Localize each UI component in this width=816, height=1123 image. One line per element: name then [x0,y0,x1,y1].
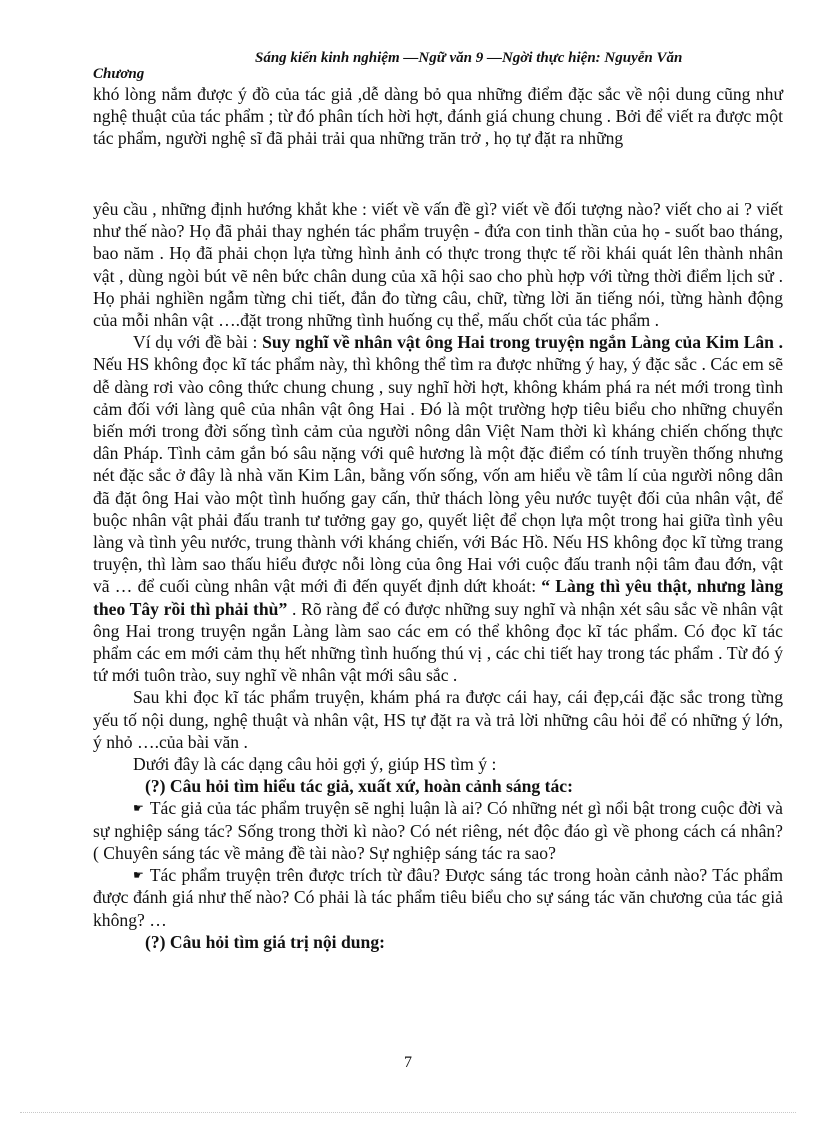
text-run: Nếu HS không đọc kĩ tác phẩm này, thì không thể tìm ra được những ý hay, ý đặc sắc . Các em sẽ dễ dàng rơi vào công thức chung chung , suy nghĩ hời hợt, không khám phá ra nét mới trong tình cảm đối với làng quê của nhân vật ông Hai . Đó là một trường hợp tiêu biểu cho những chuyển biến mới trong đời sống tình cảm của người nông dân Việt Nam thời kì kháng chiến chống thực dân Pháp. Tình cảm gắn bó sâu nặng với quê hương là một đặc điểm có tính truyền thống nhưng nét đặc sắc ở đây là nhà văn Kim Lân, bằng vốn sống, vốn am hiểu về tâm lí của người nông dân đã đặt ông Hai vào một tình huống gay cấn, thử thách lòng yêu nước tuyệt đối của nhân vật, để buộc nhân vật phải đấu tranh tư tưởng gay go, quyết liệt để chọn lựa một trong hai giữa tình yêu làng và tình yêu nước, trung thành với kháng chiến, với Bác Hồ. Nếu HS không đọc kĩ từng trang truyện, thì làm sao thấu hiểu được nỗi lòng của ông Hai với cuộc đấu tranh nội tâm đau đớn, vật vã … để cuối cùng nhân vật mới đi đến quyết định dứt khoát: [93,354,783,597]
section-heading: (?) Câu hỏi tìm hiểu tác giả, xuất xứ, hoàn cảnh sáng tác: [145,776,573,797]
hand-pointer-icon: ☛ [133,801,144,816]
paragraph: Sau khi đọc kĩ tác phẩm truyện, khám phá ra được cái hay, cái đẹp,cái đặc sắc trong từng yếu tố nội dung, nghệ thuật và nhân vật, HS tự đặt ra và trả lời những câu hỏi để có những ý lớn, ý nhỏ ….của bài văn . [93,687,783,752]
section-heading: (?) Câu hỏi tìm giá trị nội dung: [145,931,385,952]
bullet-item [93,864,783,931]
text-block-main [93,198,783,953]
running-header: Sáng kiến kinh nghiệm —Ngữ văn 9 —Ngời thực hiện: Nguyễn Văn [255,50,683,66]
page-bottom-divider [20,1112,796,1113]
hand-pointer-icon: ☛ [133,868,144,883]
text-run: Ví dụ với đề bài : [133,332,263,353]
text-block-top [93,83,783,150]
paragraph: yêu cầu , những định hướng khắt khe : viết về vấn đề gì? viết về đối tượng nào? viết cho ai ? viết như thế nào? Họ đã phải thay nghén tác phẩm truyện - đứa con tinh thần của họ - suốt bao tháng, bao năm . Họ đã phải chọn lựa từng hình ảnh có thực trong thực tế rồi khái quát lên thành nhân vật , dùng ngòi bút vẽ nên bức chân dung của xã hội sao cho phù hợp với từng thời điểm lịch sử . Họ phải nghiền ngẫm từng chi tiết, đắn đo từng câu, chữ, từng lời ăn tiếng nói, từng hành động của mỗi nhân vật ….đặt trong những tình huống cụ thể, mấu chốt của tác phẩm . [93,199,783,331]
quotation: “ Làng thì yêu thật, nhưng làng theo Tây rồi thì phải thù” [93,576,783,619]
paragraph: Dưới đây là các dạng câu hỏi gợi ý, giúp HS tìm ý : [133,754,497,775]
bullet-text: Tác phẩm truyện trên được trích từ đâu? Được sáng tác trong hoàn cảnh nào? Tác phẩm được đánh giá như thế nào? Có phải là tác phẩm tiêu biểu cho sự sáng tác văn chương của tác giả không? … [93,865,783,930]
running-header-continued: Chương [93,66,145,82]
paragraph: khó lòng nắm được ý đồ của tác giả ,dễ dàng bỏ qua những điểm đặc sắc về nội dung cũng như nghệ thuật của tác phẩm ; từ đó phân tích hời hợt, đánh giá chung chung . Bởi để viết ra được một tác phẩm, người nghệ sĩ đã phải trải qua những trăn trở , họ tự đặt ra những [93,84,783,149]
example-paragraph [93,331,783,686]
bullet-text: Tác giả của tác phẩm truyện sẽ nghị luận là ai? Có những nét gì nổi bật trong cuộc đời và sự nghiệp sáng tác? Sống trong thời kì nào? Có nét riêng, nét độc đáo gì về phong cách cá nhân? ( Chuyên sáng tác về mảng đề tài nào? Sự nghiệp sáng tác ra sao? [93,798,783,863]
page-number: 7 [404,1054,412,1071]
essay-prompt: Suy nghĩ về nhân vật ông Hai trong truyện ngắn Làng của Kim Lân . [262,332,783,353]
bullet-item [93,797,783,864]
text-run: . Rõ ràng để có được những suy nghĩ và nhận xét sâu sắc về nhân vật ông Hai trong truyện ngắn Làng làm sao các em có thể không đọc kĩ tác phẩm. Có đọc kĩ tác phẩm các em mới cảm thụ hết những tình huống thú vị , các chi tiết hay trong tác phẩm . Từ đó ý tứ mới tuôn trào, suy nghĩ về nhân vật mới sâu sắc . [93,598,783,686]
